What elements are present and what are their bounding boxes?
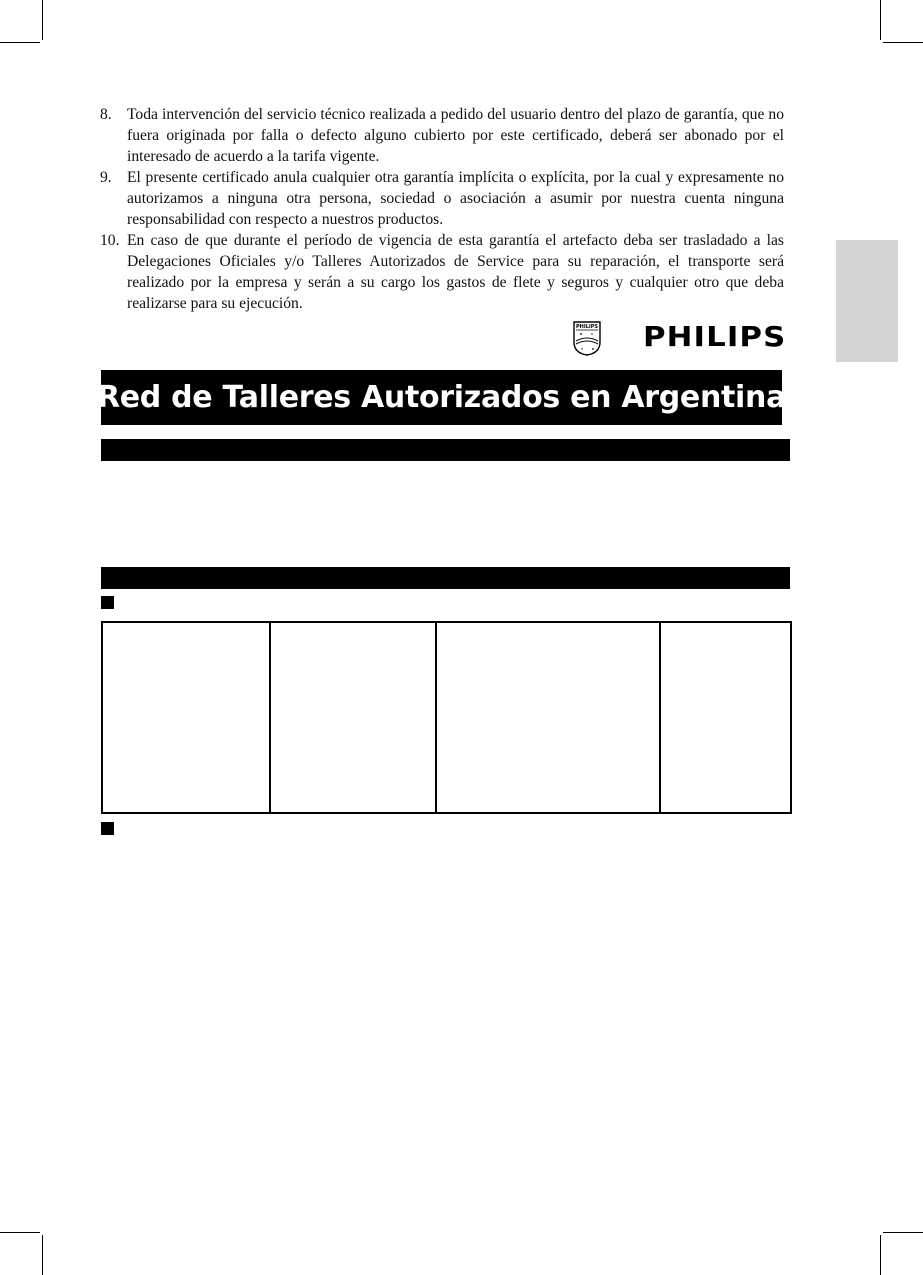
clause-text: En caso de que durante el período de vigencia de esta garantía el artefacto deba ser trasladado a las Delegaciones Oficiales y/o Talleres Autorizados de Service para su reparación, el transporte será realizado por la empresa y serán a su cargo los gastos de flete y seguros y cualquier otro que deba realizarse para su ejecución.: [127, 232, 784, 312]
warranty-clauses-list: [100, 104, 784, 314]
workshop-table: [101, 621, 792, 814]
side-tab: [836, 240, 898, 362]
table-cell: [660, 622, 791, 813]
philips-shield-icon: [572, 320, 602, 356]
square-bullet: [101, 596, 114, 609]
clause-text: Toda intervención del servicio técnico realizada a pedido del usuario dentro del plazo de garantía, que no fuera originada por falla o defecto alguno cubierto por este certificado, deberá ser abonado por el interesado de acuerdo a la tarifa vigente.: [127, 106, 784, 165]
clause-text: El presente certificado anula cualquier otra garantía implícita o explícita, por la cual y expresamente no autorizamos a ninguna otra persona, sociedad o asociación a asumir por nuestra cuenta ninguna responsabilidad con respecto a nuestros productos.: [127, 169, 784, 228]
clause-number: 10.: [100, 232, 120, 249]
clause-number: 9.: [100, 169, 112, 186]
table-cell: [436, 622, 660, 813]
square-bullet: [101, 822, 114, 835]
clause-item: [100, 104, 784, 167]
crop-mark-top-left-h: [0, 42, 40, 43]
section-title: Red de Talleres Autorizados en Argentina: [96, 380, 787, 415]
crop-mark-top-left-v: [42, 0, 43, 40]
crop-mark-bottom-left-v: [42, 1235, 43, 1275]
philips-wordmark: PHILIPS: [643, 320, 787, 353]
section-title-box: [96, 370, 787, 425]
crop-mark-top-right-v: [880, 0, 881, 40]
clause-number: 8.: [100, 106, 112, 123]
crop-mark-bottom-right-h: [883, 1232, 923, 1233]
section-bar: [101, 439, 790, 461]
shield-text: PHILIPS: [575, 324, 599, 330]
crop-mark-top-right-h: [883, 42, 923, 43]
section-bar: [101, 567, 790, 589]
clause-item: [100, 167, 784, 230]
crop-mark-bottom-left-h: [0, 1232, 40, 1233]
clause-item: [100, 230, 784, 314]
table-row: [102, 622, 791, 813]
crop-mark-bottom-right-v: [880, 1235, 881, 1275]
table-cell: [102, 622, 270, 813]
table-cell: [270, 622, 436, 813]
